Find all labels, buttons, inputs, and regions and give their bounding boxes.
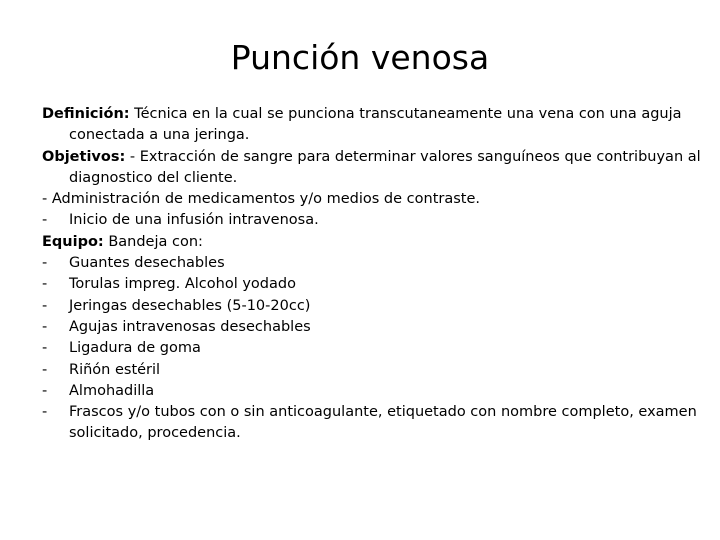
list-dash: - (42, 276, 48, 293)
list-dash: - (42, 191, 52, 208)
list-dash: - (42, 318, 48, 335)
list-dash: - (42, 340, 48, 357)
equipo-item (42, 274, 706, 295)
objetivos-paragraph (42, 147, 706, 190)
objetivos-text: - Extracción de sangre para determinar valores sanguíneos que contribuyan al diagnostico del cliente. (69, 148, 701, 186)
list-item-text: Agujas intravenosas desechables (69, 318, 311, 335)
list-item-text: Torulas impreg. Alcohol yodado (69, 276, 296, 293)
list-dash: - (42, 212, 48, 229)
list-item-text: Riñón estéril (69, 361, 161, 378)
list-dash: - (42, 382, 48, 399)
equipo-item (42, 338, 706, 359)
objetivos-item (42, 210, 706, 231)
list-dash: - (42, 404, 48, 421)
list-item-text: Inicio de una infusión intravenosa. (69, 212, 319, 229)
list-dash: - (42, 255, 48, 272)
list-dash: - (42, 297, 48, 314)
definicion-label: Definición: (42, 106, 130, 122)
objetivos-item (42, 189, 706, 210)
list-item-text: Guantes desechables (69, 255, 225, 272)
equipo-item (42, 253, 706, 274)
list-item-text: Administración de medicamentos y/o medios de contraste. (51, 191, 480, 208)
definicion-text: Técnica en la cual se punciona transcutaneamente una vena con una aguja conectada a una jeringa. (69, 106, 682, 144)
list-item-text: Almohadilla (69, 382, 155, 399)
list-item-text: Jeringas desechables (5-10-20cc) (69, 297, 311, 314)
equipo-item (42, 360, 706, 381)
objetivos-label: Objetivos: (42, 148, 126, 165)
list-item-text: Frascos y/o tubos con o sin anticoagulante, etiquetado con nombre completo, examen solicitado, procedencia. (69, 404, 697, 442)
equipo-item (42, 402, 706, 445)
definicion-paragraph (42, 104, 706, 147)
equipo-text: Bandeja con: (103, 233, 203, 250)
equipo-item (42, 381, 706, 402)
equipo-item (42, 317, 706, 338)
list-item-text: Ligadura de goma (69, 340, 201, 357)
list-dash: - (42, 361, 48, 378)
equipo-label: Equipo: (42, 233, 104, 250)
equipo-item (42, 296, 706, 317)
equipo-paragraph (42, 232, 706, 253)
slide-body (42, 104, 706, 445)
slide-title: Punción venosa (230, 38, 490, 77)
